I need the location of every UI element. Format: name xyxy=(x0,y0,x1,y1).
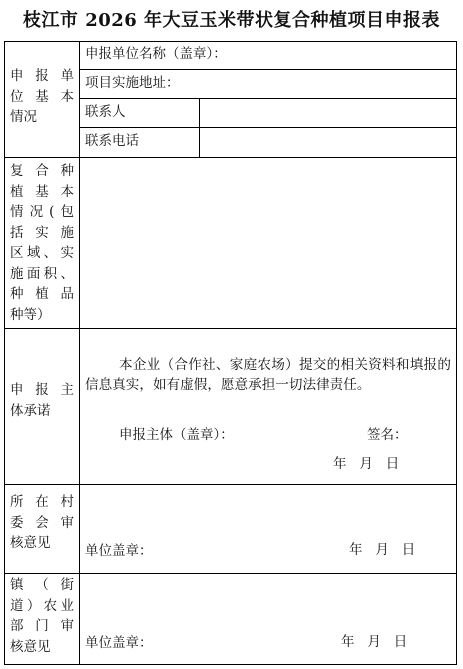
planting-section-label: 复 合 种 植 基 本 情况(包 括 实 施 区域、实 施面积、 种 植 品 种等） xyxy=(10,163,74,323)
form-title: 枝江市 2026 年大豆玉米带状复合种植项目申报表 xyxy=(22,10,441,31)
village-seal-label[interactable]: 单位盖章： xyxy=(85,543,153,559)
contact-person-input[interactable] xyxy=(201,99,454,127)
application-form xyxy=(4,41,457,665)
village-date[interactable]: 年 月 日 xyxy=(349,542,416,558)
section-divider xyxy=(5,484,456,485)
commitment-date[interactable]: 年 月 日 xyxy=(333,456,400,472)
town-seal-label[interactable]: 单位盖章： xyxy=(85,635,153,651)
contact-phone-label: 联系电话 xyxy=(85,133,139,149)
contact-person-label: 联系人 xyxy=(85,104,126,120)
applicant-name-field[interactable]: 申报单位名称（盖章）： xyxy=(85,46,227,62)
contact-phone-input[interactable] xyxy=(201,128,454,156)
applicant-subject-seal[interactable]: 申报主体（盖章）： xyxy=(119,427,234,443)
town-date[interactable]: 年 月 日 xyxy=(341,634,408,650)
town-section-label: 镇 （ 街 道）农业 部 门 审 核意见 xyxy=(10,577,74,655)
contact-column-divider xyxy=(199,98,200,157)
commitment-statement: 本企业（合作社、家庭农场）提交的相关资料和填报的信息真实，如有虚假，愿意承担一切法律责任。 xyxy=(85,357,451,393)
applicant-section-label: 申 报 单 位 基 本 情况 xyxy=(10,68,74,125)
project-address-field[interactable]: 项目实施地址： xyxy=(85,75,180,91)
label-column-divider xyxy=(79,42,80,664)
planting-info-input[interactable] xyxy=(81,159,455,327)
signature-field[interactable]: 签名： xyxy=(367,427,408,443)
village-section-label: 所 在 村 委 会 审 核意见 xyxy=(10,494,74,551)
commitment-section-label: 申 报 主 体承诺 xyxy=(10,382,74,419)
row-divider xyxy=(79,69,456,70)
section-divider xyxy=(5,157,456,158)
section-divider xyxy=(5,328,456,329)
section-divider xyxy=(5,573,456,574)
